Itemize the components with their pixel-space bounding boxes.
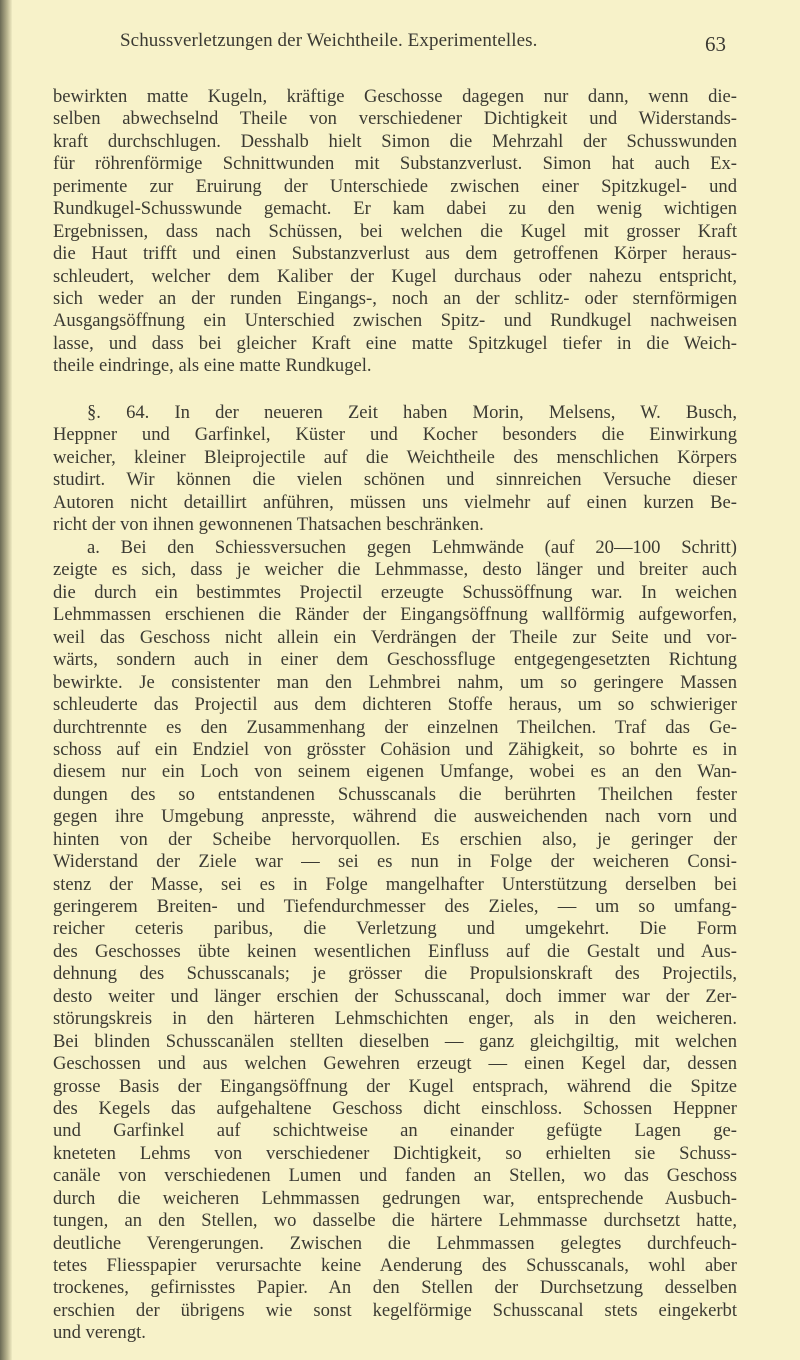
- text-line: gegen ihre Umgebung anpresste, während die ausweichenden nach vorn und: [53, 806, 737, 828]
- text-line: die Haut trifft und einen Substanzverlust aus dem getroffenen Körper heraus-: [53, 243, 737, 265]
- text-line: zeigte es sich, dass je weicher die Lehmmasse, desto länger und breiter auch: [53, 559, 737, 581]
- paragraph-continuation: [53, 86, 737, 378]
- text-line: Heppner und Garfinkel, Küster und Kocher besonders die Einwirkung: [53, 424, 737, 446]
- text-line: geringerem Breiten- und Tiefendurchmesser des Zieles, — um so umfang-: [53, 896, 737, 917]
- text-line: und Garfinkel auf schichtweise an einander gefügte Lagen ge-: [53, 1120, 737, 1142]
- text-line: Lehmmassen erschienen die Ränder der Eingangsöffnung wallförmig aufgeworfen,: [53, 604, 737, 626]
- text-line: kneteten Lehms von verschiedener Dichtigkeit, so erhielten sie Schuss-: [53, 1142, 737, 1164]
- text-line: bewirkte. Je consistenter man den Lehmbrei nahm, um so geringere Massen: [53, 671, 737, 693]
- text-line: §. 64. In der neueren Zeit haben Morin, Melsens, W. Busch,: [87, 402, 737, 423]
- text-line: Geschossen und aus welchen Gewehren erzeugt — einen Kegel dar, dessen: [53, 1053, 737, 1075]
- text-line: für röhrenförmige Schnittwunden mit Substanzverlust. Simon hat auch Ex-: [53, 153, 737, 175]
- text-line: durchtrennte es den Zusammenhang der einzelnen Theilchen. Traf das Ge-: [53, 716, 737, 738]
- text-line: tetes Fliesspapier verursachte keine Aenderung des Schusscanals, wohl aber: [53, 1255, 737, 1276]
- text-line: die durch ein bestimmtes Projectil erzeugte Schussöffnung war. In weichen: [53, 581, 737, 603]
- page-number: 63: [705, 32, 726, 56]
- text-line: stenz der Masse, sei es in Folge mangelhafter Unterstützung derselben bei: [53, 873, 737, 895]
- text-line: grosse Basis der Eingangsöffnung der Kugel entsprach, während die Spitze: [53, 1075, 737, 1097]
- text-line: weicher, kleiner Bleiprojectile auf die Weichtheile des menschlichen Körpers: [53, 446, 737, 468]
- text-line: tungen, an den Stellen, wo dasselbe die härtere Lehmmasse durchsetzt hatte,: [53, 1210, 737, 1232]
- text-line: wärts, sondern auch in einer dem Geschossfluge entgegengesetzten Richtung: [53, 649, 737, 671]
- text-line: reicher ceteris paribus, die Verletzung und umgekehrt. Die Form: [53, 918, 737, 940]
- paragraph-a-lehmwaende: [53, 537, 737, 1345]
- text-line: störungskreis in den härteren Lehmschichten enger, als in den weicheren.: [53, 1008, 737, 1030]
- text-line: Widerstand der Ziele war — sei es nun in Folge der weicheren Consi-: [53, 851, 737, 873]
- text-line: durch die weicheren Lehmmassen gedrungen war, entsprechende Ausbuch-: [53, 1187, 737, 1209]
- running-title: Schussverletzungen der Weichtheile. Experimentelles.: [120, 30, 538, 51]
- text-line: weil das Geschoss nicht allein ein Verdrängen der Theile zur Seite und vor-: [53, 626, 737, 648]
- text-line: hinten von der Scheibe hervorquollen. Es erschien also, je geringer der: [53, 828, 737, 850]
- text-line: bewirkten matte Kugeln, kräftige Geschosse dagegen nur dann, wenn die-: [53, 86, 737, 107]
- text-line: trockenes, gefirnisstes Papier. An den Stellen der Durchsetzung desselben: [53, 1277, 737, 1299]
- text-line: Ausgangsöffnung ein Unterschied zwischen Spitz- und Rundkugel nachweisen: [53, 310, 737, 332]
- text-line: Ergebnissen, dass nach Schüssen, bei welchen die Kugel mit grosser Kraft: [53, 220, 737, 242]
- text-line: dungen des so entstandenen Schusscanals die berührten Theilchen fester: [53, 783, 737, 805]
- text-line: sich weder an der runden Eingangs-, noch an der schlitz- oder sternförmigen: [53, 287, 737, 309]
- text-line: desto weiter und länger erschien der Schusscanal, doch immer war der Zer-: [53, 985, 737, 1007]
- paragraph-section-64: [53, 402, 737, 537]
- text-line: a. Bei den Schiessversuchen gegen Lehmwände (auf 20—100 Schritt): [87, 537, 737, 558]
- text-line: perimente zur Eruirung der Unterschiede zwischen einer Spitzkugel- und: [53, 175, 737, 197]
- text-line: des Kegels das aufgehaltene Geschoss dicht einschloss. Schossen Heppner: [53, 1097, 737, 1119]
- text-line: diesem nur ein Loch von seinem eigenen Umfange, wobei es an den Wan-: [53, 761, 737, 783]
- text-line: schleuderte das Projectil aus dem dichteren Stoffe heraus, um so schwieriger: [53, 694, 737, 716]
- text-line: studirt. Wir können die vielen schönen und sinnreichen Versuche dieser: [53, 469, 737, 491]
- text-line: des Geschosses übte keinen wesentlichen Einfluss auf die Gestalt und Aus-: [53, 940, 737, 962]
- text-line: Bei blinden Schusscanälen stellten dieselben — ganz gleichgiltig, mit welchen: [53, 1030, 737, 1052]
- text-line: lasse, und dass bei gleicher Kraft eine matte Spitzkugel tiefer in die Weich-: [53, 332, 737, 354]
- text-line: erschien der übrigens wie sonst kegelförmige Schusscanal stets eingekerbt: [53, 1299, 737, 1321]
- text-line: theile eindringe, als eine matte Rundkugel.: [53, 355, 372, 377]
- text-line: Autoren nicht detaillirt anführen, müssen uns vielmehr auf einen kurzen Be-: [53, 491, 737, 513]
- text-line: Rundkugel-Schusswunde gemacht. Er kam dabei zu den wenig wichtigen: [53, 198, 737, 220]
- text-line: und verengt.: [53, 1322, 146, 1344]
- text-line: canäle von verschiedenen Lumen und fanden an Stellen, wo das Geschoss: [53, 1165, 737, 1187]
- book-binding-edge: [0, 0, 12, 1360]
- text-line: richt der von ihnen gewonnenen Thatsachen beschränken.: [53, 514, 484, 536]
- text-line: deutliche Verengerungen. Zwischen die Lehmmassen gelegtes durchfeuch-: [53, 1232, 737, 1254]
- text-line: selben abwechselnd Theile von verschiedener Dichtigkeit und Widerstands-: [53, 108, 737, 130]
- text-line: dehnung des Schusscanals; je grösser die Propulsionskraft des Projectils,: [53, 963, 737, 985]
- text-line: schoss auf ein Endziel von grösster Cohäsion und Zähigkeit, so bohrte es in: [53, 738, 737, 760]
- text-line: kraft durchschlugen. Desshalb hielt Simon die Mehrzahl der Schusswunden: [53, 130, 737, 152]
- text-line: schleudert, welcher dem Kaliber der Kugel durchaus oder nahezu entspricht,: [53, 265, 737, 287]
